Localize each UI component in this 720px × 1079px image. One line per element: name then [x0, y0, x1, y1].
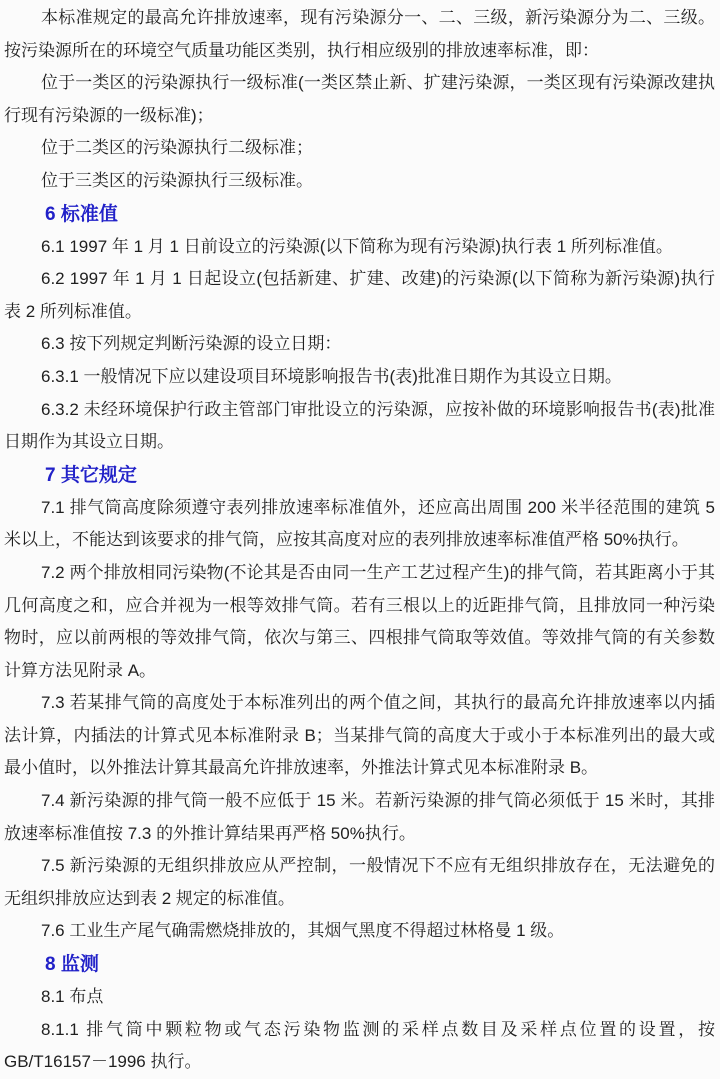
clause-7-3: 7.3 若某排气筒的高度处于本标准列出的两个值之间，其执行的最高允许排放速率以内插法计算，内插法的计算式见本标准附录 B；当某排气筒的高度大于或小于本标准列出的最大或最小值时，以外推法计算其最高允许排放速率，外推法计算式见本标准附录 B。 — [4, 693, 715, 778]
section-6-heading: 6 标准值 — [45, 203, 118, 225]
class-2-area-rule: 位于二类区的污染源执行二级标准； — [41, 138, 313, 158]
clause-6-3: 6.3 按下列规定判断污染源的设立日期： — [41, 334, 342, 354]
intro-paragraph: 本标准规定的最高允许排放速率，现有污染源分一、二、三级，新污染源分为二、三级。按污染源所在的环境空气质量功能区类别，执行相应级别的排放速率标准，即： — [4, 8, 715, 60]
clause-7-2: 7.2 两个排放相同污染物(不论其是否由同一生产工艺过程产生)的排气筒，若其距离小于其几何高度之和，应合并视为一根等效排气筒。若有三根以上的近距排气筒，且排放同一种污染物时，应以前两根的等效排气筒，依次与第三、四根排气筒取等效值。等效排气筒的有关参数计算方法见附录 A。 — [4, 562, 715, 680]
clause-6-3-2: 6.3.2 未经环境保护行政主管部门审批设立的污染源，应按补做的环境影响报告书(表)批准日期作为其设立日期。 — [4, 399, 715, 452]
clause-8-1: 8.1 布点 — [41, 987, 104, 1007]
clause-7-1: 7.1 排气筒高度除须遵守表列排放速率标准值外，还应高出周围 200 米半径范围的建筑 5 米以上，不能达到该要求的排气筒，应按其高度对应的表列排放速率标准值严格 50%执行。 — [4, 497, 720, 550]
clause-6-3-1: 6.3.1 一般情况下应以建设项目环境影响报告书(表)批准日期作为其设立日期。 — [41, 366, 622, 386]
clause-7-4: 7.4 新污染源的排气筒一般不应低于 15 米。若新污染源的排气筒必须低于 15 米时，其排放速率标准值按 7.3 的外推计算结果再严格 50%执行。 — [4, 791, 715, 843]
clause-8-1-1: 8.1.1 排气筒中颗粒物或气态污染物监测的采样点数目及采样点位置的设置，按 GB/T16157－1996 执行。 — [4, 1019, 720, 1072]
class-3-area-rule: 位于三类区的污染源执行三级标准。 — [41, 170, 313, 190]
section-7-heading: 7 其它规定 — [45, 464, 137, 486]
class-1-area-rule: 位于一类区的污染源执行一级标准(一类区禁止新、扩建污染源，一类区现有污染源改建执行现有污染源的一级标准)； — [4, 73, 715, 125]
section-8-heading: 8 监测 — [45, 954, 99, 976]
clause-6-1: 6.1 1997 年 1 月 1 日前设立的污染源(以下简称为现有污染源)执行表 1 所列标准值。 — [41, 236, 673, 256]
clause-6-2: 6.2 1997 年 1 月 1 日起设立(包括新建、扩建、改建)的污染源(以下简称为新污染源)执行表 2 所列标准值。 — [4, 269, 715, 321]
clause-7-5: 7.5 新污染源的无组织排放应从严控制，一般情况下不应有无组织排放存在，无法避免的无组织排放应达到表 2 规定的标准值。 — [4, 856, 715, 908]
clause-7-6: 7.6 工业生产尾气确需燃烧排放的，其烟气黑度不得超过林格曼 1 级。 — [41, 921, 565, 941]
